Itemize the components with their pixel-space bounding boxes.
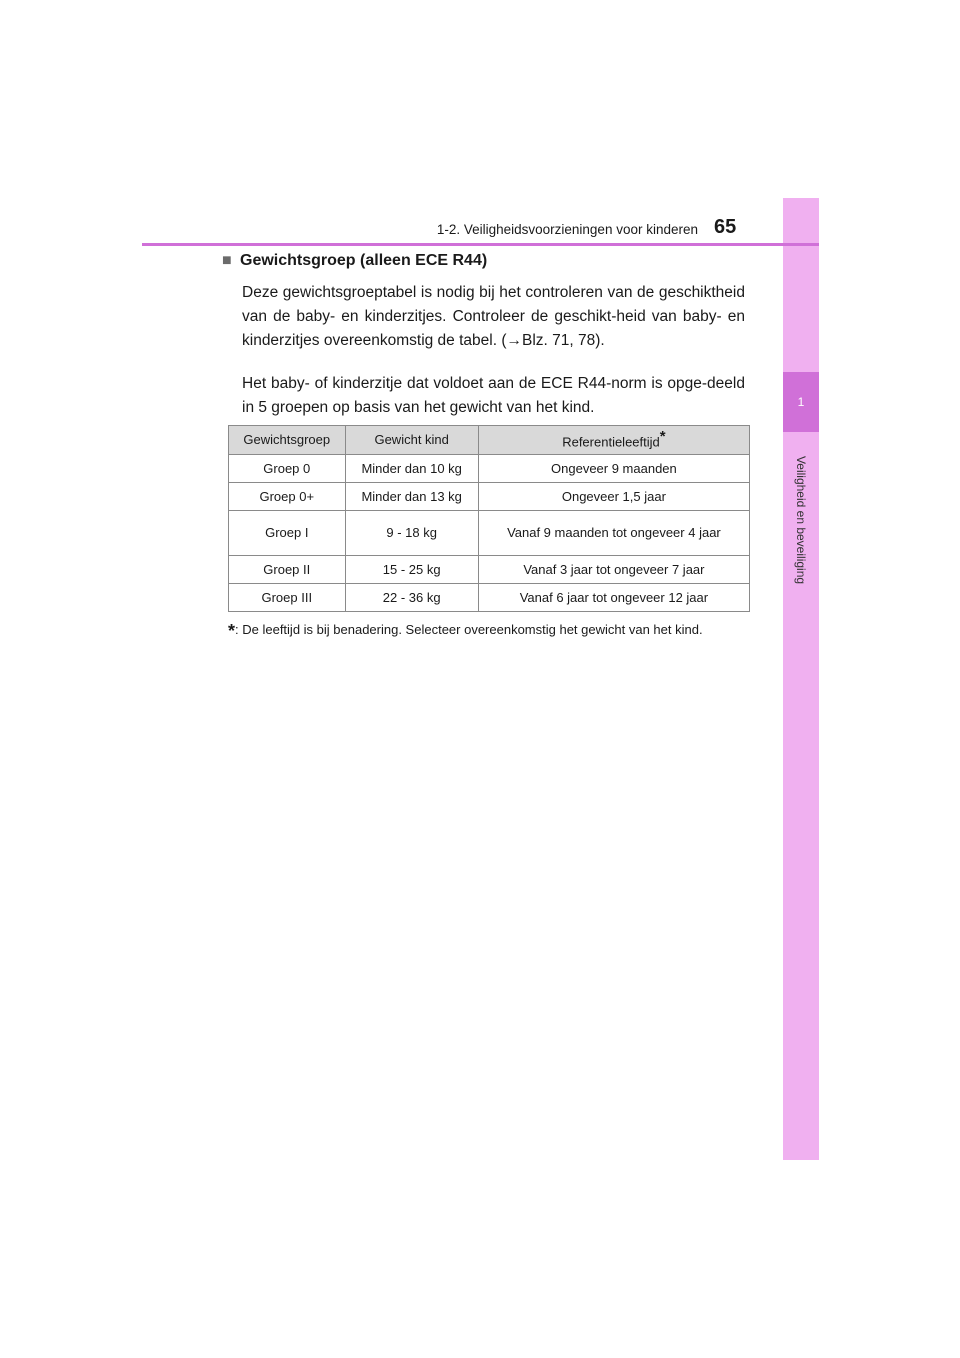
table-cell: Groep I xyxy=(229,511,346,556)
table-cell: 22 - 36 kg xyxy=(345,584,478,612)
table-row xyxy=(229,556,750,584)
footnote xyxy=(228,620,748,641)
table-cell: Ongeveer 1,5 jaar xyxy=(478,483,749,511)
paragraph-intro: Deze gewichtsgroeptabel is nodig bij het controleren van de geschiktheid van de baby- en kinderzitjes. Controleer de geschikt-heid van baby- en kinderzitjes overeenkomstig de tabel. (→Blz. 71, 78). xyxy=(242,284,745,349)
table-cell: 9 - 18 kg xyxy=(345,511,478,556)
table-cell: Ongeveer 9 maanden xyxy=(478,455,749,483)
footnote-marker: * xyxy=(659,428,666,446)
section-heading-text: Gewichtsgroep (alleen ECE R44) xyxy=(240,252,488,269)
chapter-title: Veiligheid en beveiliging xyxy=(794,455,808,585)
table-cell: Vanaf 9 maanden tot ongeveer 4 jaar xyxy=(478,511,749,556)
table-row xyxy=(229,483,750,511)
square-bullet-icon: ■ xyxy=(222,252,232,269)
weight-group-table xyxy=(228,425,750,612)
chapter-side-tab xyxy=(783,198,819,1160)
footnote-text: : De leeftijd is bij benadering. Selecteer overeenkomstig het gewicht van het kind. xyxy=(235,622,703,637)
table-cell: Groep II xyxy=(229,556,346,584)
table-row xyxy=(229,511,750,556)
table-cell: Groep III xyxy=(229,584,346,612)
table-cell: Groep 0+ xyxy=(229,483,346,511)
header-rule xyxy=(142,243,819,246)
running-header: 1-2. Veiligheidsvoorzieningen voor kinderen xyxy=(436,222,698,237)
table-cell: Minder dan 13 kg xyxy=(345,483,478,511)
section-heading xyxy=(222,252,750,270)
table-row xyxy=(229,584,750,612)
table-cell: Vanaf 3 jaar tot ongeveer 7 jaar xyxy=(478,556,749,584)
table-cell: 15 - 25 kg xyxy=(345,556,478,584)
table-cell: Groep 0 xyxy=(229,455,346,483)
table-cell: Vanaf 6 jaar tot ongeveer 12 jaar xyxy=(478,584,749,612)
paragraph-groups: Het baby- of kinderzitje dat voldoet aan de ECE R44-norm is opge-deeld in 5 groepen op basis van het gewicht van het kind. xyxy=(242,375,745,416)
chapter-number: 1 xyxy=(783,372,819,432)
column-header: Gewicht kind xyxy=(345,426,478,455)
column-header xyxy=(478,426,749,455)
table-header-row xyxy=(229,426,750,455)
column-header: Gewichtsgroep xyxy=(229,426,346,455)
table-cell: Minder dan 10 kg xyxy=(345,455,478,483)
page-number: 65 xyxy=(714,216,737,238)
table-row xyxy=(229,455,750,483)
footnote-star: * xyxy=(228,621,236,641)
column-header-label: Referentieleeftijd xyxy=(562,434,660,450)
